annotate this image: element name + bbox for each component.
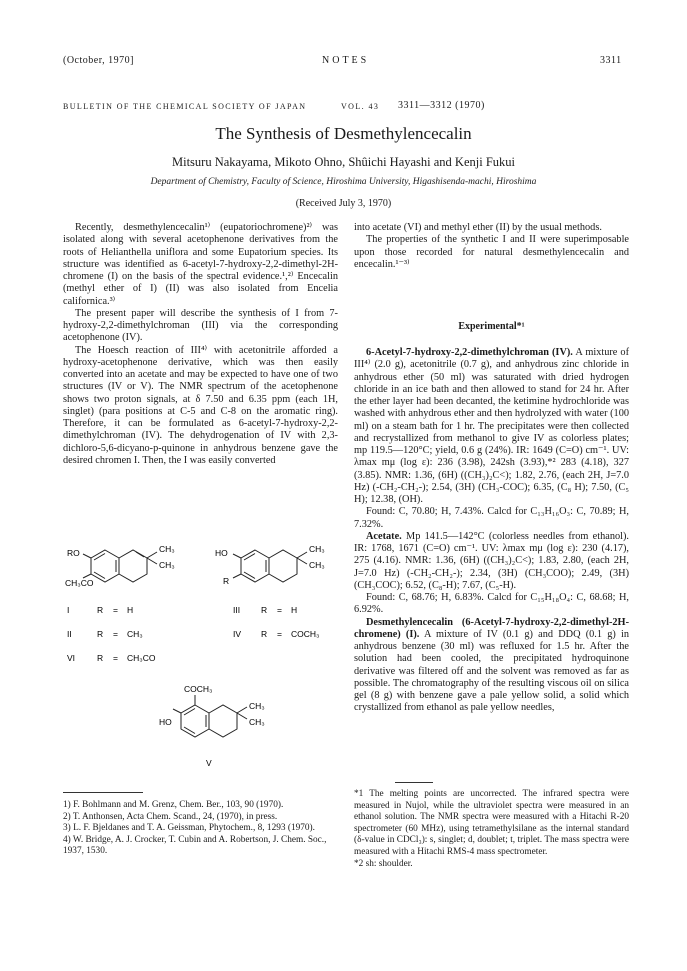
compound-ii-equals: = — [113, 629, 118, 639]
structure-chromene-drawing — [83, 550, 157, 582]
compound-iv-value: COCH₃ — [291, 629, 320, 639]
label-methyl-1: CH₃ — [159, 544, 175, 554]
procedure-iv-heading: 6-Acetyl-7-hydroxy-2,2-dimethylchroman (IV). — [366, 347, 573, 358]
compound-ii-number: II — [67, 629, 72, 639]
compound-ii-r: R — [97, 629, 104, 639]
intro-paragraph: Recently, desmethylencecalin¹⁾ (eupatoriochromene)²⁾ was isolated along with several acetophenone derivatives from the roots of Helianthella uniflora and some Eupatorium species. Its structure was identified as 6-acetyl-7-hydroxy-2,2-dimethyl-2H-chromene (I) on the basis of the spectral evidence.¹,²⁾ Encecalin (methyl ether of I) (II) was also isolated from Encelia californica.³⁾ — [63, 222, 338, 307]
chemical-structures-figure — [63, 540, 343, 775]
footnotes — [354, 789, 629, 870]
results-paragraph: The Hoesch reaction of III⁴⁾ with acetonitrile afforded a hydroxy-acetophenone derivative, which was then easily converted into an acetate and may be expected to have one of two structures (IV or V). The NMR spectrum of the acetophenone shows two proton signals, at δ 7.50 and 6.35 ppm (each 1H, singlet) (para positions at C-5 and C-8 on the aromatic ring). Therefore, it can be formulated as 6-acetyl-7-hydroxy-2,2-dimethylchroman (IV). The dehydrogenation of IV with 2,3-dichloro-5,6-dicyano-p-quinone in anhydrous benzene gave the desired chromen I. Then, the I was easily converted — [63, 344, 338, 466]
continued-paragraph: into acetate (VI) and methyl ether (II) by the usual methods. — [354, 222, 602, 233]
compound-iii-number: III — [233, 605, 241, 615]
compound-v-number: V — [206, 758, 212, 768]
paper-title: The Synthesis of Desmethylencecalin — [215, 124, 472, 143]
label-ho: HO — [215, 548, 228, 558]
label-methyl-2: CH₃ — [159, 560, 175, 570]
compound-vi-value: CH₃CO — [127, 653, 156, 663]
journal-pages: 3311—3312 (1970) — [398, 100, 485, 111]
footnote-1: *1 The melting points are uncorrected. The infrared spectra were measured in Nujol, while the ultraviolet spectra were measured in an ethanol solution. The NMR spectra were measured with a Hitachi R-20 spectrometer (60 MHz), using tetramethylsilane as the internal standard (δ-value in CDCl₃): s, singlet; d, doublet; t, triplet. The mass spectra were measured with a Hitachi RMS-4 mass spectrometer. — [354, 789, 629, 857]
running-header-section: NOTES — [322, 55, 370, 66]
running-header-date: (October, 1970] — [63, 55, 134, 66]
procedure-i — [354, 617, 629, 715]
label-methyl-3: CH₃ — [309, 544, 325, 554]
structure-v-drawing — [173, 695, 247, 737]
structure-chroman-drawing — [233, 550, 307, 582]
page-number: 3311 — [600, 55, 622, 66]
compound-i-r: R — [97, 605, 104, 615]
compound-vi-equals: = — [113, 653, 118, 663]
compound-i-value: H — [127, 605, 134, 615]
right-column — [354, 222, 629, 271]
procedure-acetate-heading: Acetate. — [366, 530, 402, 542]
aim-paragraph: The present paper will describe the synthesis of I from 7-hydroxy-2,2-dimethylchroman (III) via the corresponding acetophenone (IV). — [63, 307, 338, 344]
compound-iv-r: R — [261, 629, 268, 639]
compound-iv-number: IV — [233, 629, 242, 639]
label-r: R — [223, 576, 230, 586]
compound-iv-equals: = — [277, 629, 282, 639]
reference-1: 1) F. Bohlmann and M. Grenz, Chem. Ber., 103, 90 (1970). — [63, 800, 284, 810]
experimental-body — [354, 347, 629, 715]
procedure-iv — [354, 347, 629, 506]
compound-iii-equals: = — [277, 605, 282, 615]
footnote-2: *2 sh: shoulder. — [354, 858, 413, 869]
procedure-acetate — [354, 531, 629, 592]
journal-volume: VOL. 43 — [341, 102, 380, 111]
reference-list — [63, 800, 338, 858]
footnote-rule — [395, 782, 433, 783]
label-methyl-4: CH₃ — [309, 560, 325, 570]
label-acetyl: CH₃CO — [65, 578, 94, 588]
experimental-heading: Experimental*¹ — [458, 321, 525, 332]
journal-name: BULLETIN OF THE CHEMICAL SOCIETY OF JAPAN — [63, 102, 307, 111]
label-v-acetyl: COCH₃ — [184, 684, 213, 694]
reference-2: 2) T. Anthonsen, Acta Chem. Scand., 24, (1970), in press. — [63, 811, 278, 822]
references-rule — [63, 792, 143, 793]
received-date: (Received July 3, 1970) — [295, 198, 392, 209]
left-column — [63, 222, 338, 467]
compound-vi-number: VI — [67, 653, 76, 663]
label-v-ho: HO — [159, 717, 172, 727]
analysis-iv: Found: C, 70.80; H, 7.43%. Calcd for C₁₃H₁₆O₃: C, 70.89; H, 7.32%. — [354, 506, 629, 530]
affiliation: Department of Chemistry, Faculty of Science, Hiroshima University, Higashisenda-machi, Hiroshima — [150, 177, 537, 187]
label-ro: RO — [67, 548, 80, 558]
compound-ii-value: CH₃ — [127, 629, 143, 639]
compound-iii-value: H — [291, 605, 298, 615]
reference-4: 4) W. Bridge, A. J. Crocker, T. Cubin and A. Robertson, J. Chem. Soc., 1937, 1530. — [63, 834, 327, 857]
compound-i-equals: = — [113, 605, 118, 615]
properties-paragraph: The properties of the synthetic I and II were superimposable upon those recorded for natural desmethylencecalin and encecalin.¹⁻³⁾ — [354, 234, 629, 270]
procedure-iv-text: A mixture of III⁴⁾ (2.0 g), acetonitrile (0.7 g), and anhydrous zinc chloride in anhydrous ether (50 ml) was saturated with dried hydrogen chloride in an ice bath and then allowed to stand for 24 hr. After the ether layer had been decanted, the ketimine hydrochloride was washed with anhydrous ether and then hydrolyzed with water (100 ml) on a steam bath for 1 hr. The precipitates were then collected and recrystallized from methanol to give IV as colorless plates; mp 119.5—120°C; yield, 0.6 g (24%). IR: 1649 (C=O) cm⁻¹. UV: λmax mμ (log ε): 236 (3.98), 242sh (3.93),*² 283 (4.18), 327 (3.85). NMR: 1.36, (6H) ((CH₃)₂C<); 1.82, 2.76, (each 2H, J=7.0 Hz) (-CH₂-CH₂-); 2.54, (3H) (CH₃-COC); 6.35, (C₈ H); 7.50, (C₅ H); 12.38, (OH). — [354, 347, 629, 505]
author-list: Mitsuru Nakayama, Mikoto Ohno, Shûichi Hayashi and Kenji Fukui — [171, 155, 516, 169]
compound-iii-r: R — [261, 605, 268, 615]
compound-vi-r: R — [97, 653, 104, 663]
label-v-methyl-1: CH₃ — [249, 701, 265, 711]
procedure-i-text: A mixture of IV (0.1 g) and DDQ (0.1 g) in anhydrous benzene (30 ml) was refluxed for 1.5 hr. After the solution had been cooled, the precipitated hydroquinone derivative was filtered off and the solvent was removed as far as possible. The chromatography of the resulting viscous oil on silica gel (8 g) with benzene gave a pale yellow solid, a solid which crystallized from ethanol as pale yellow needles, — [354, 628, 629, 714]
compound-i-number: I — [67, 605, 70, 615]
label-v-methyl-2: CH₃ — [249, 717, 265, 727]
procedure-i-heading: Desmethylencecalin (6-Acetyl-7-hydroxy-2,2-dimethyl-2H-chromene) (I). — [354, 616, 629, 640]
reference-3: 3) L. F. Bjeldanes and T. A. Geissman, Phytochem., 8, 1293 (1970). — [63, 823, 315, 834]
analysis-acetate: Found: C, 68.76; H, 6.83%. Calcd for C₁₅H₁₈O₄: C, 68.68; H, 6.92%. — [354, 592, 629, 616]
procedure-acetate-text: Mp 141.5—142°C (colorless needles from ethanol). IR: 1768, 1671 (C=O) cm⁻¹. UV: λmax mμ (log ε): 230 (4.17), 275 (4.16). NMR: 1.36, (6H) ((CH₃)₂C<); 1.83, 2.80, (each 2H, J=7.0 Hz) (-CH₂-CH₂-); 2.34, (3H) (CH₃COO); 2.49, (3H) (CH₃COC); 6.52, (C₈-H); 7.67, (C₅-H). — [354, 530, 629, 591]
